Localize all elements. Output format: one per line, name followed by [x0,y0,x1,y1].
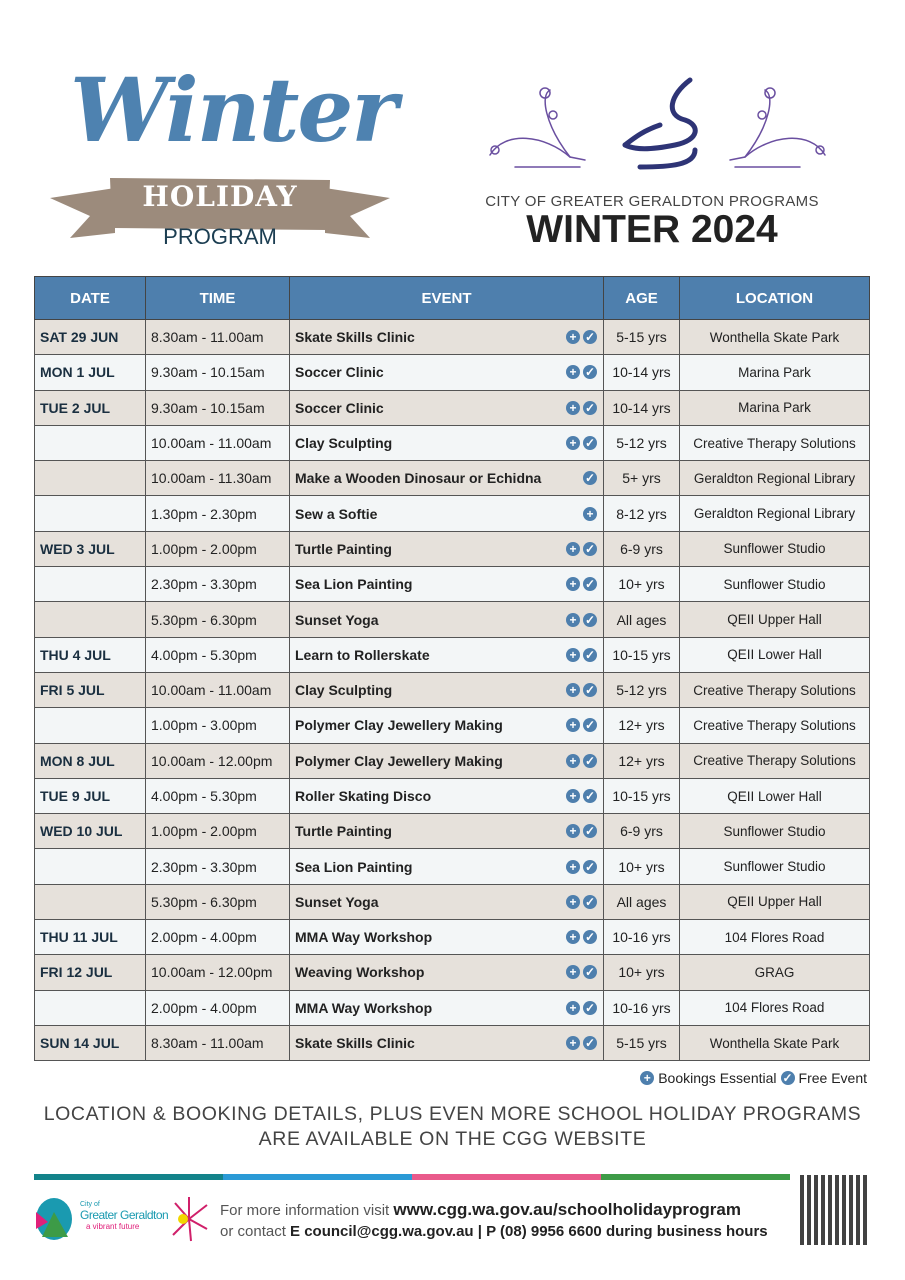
cell-age: 8-12 yrs [604,496,680,531]
col-location: LOCATION [680,277,870,320]
table-header [35,277,870,320]
cell-age: 5-15 yrs [604,320,680,355]
logo-sub: PROGRAM [163,224,277,249]
cell-location: Creative Therapy Solutions [680,708,870,743]
cell-location: Marina Park [680,355,870,390]
cell-event [290,672,604,707]
check-circle-icon: ✓ [584,930,596,945]
cell-location: QEII Upper Hall [680,602,870,637]
cell-date: WED 3 JUL [35,531,146,566]
plus-circle-icon: + [566,754,580,768]
color-bar-green [601,1174,790,1180]
winter-holiday-logo [50,58,396,253]
cell-event [290,920,604,955]
cell-event [290,708,604,743]
contact-details: E council@cgg.wa.gov.au | P (08) 9956 6600 during business hours [290,1223,768,1240]
cell-time: 5.30pm - 6.30pm [146,884,290,919]
cell-time: 4.00pm - 5.30pm [146,637,290,672]
cell-time: 4.00pm - 5.30pm [146,778,290,813]
cell-age: 5-12 yrs [604,672,680,707]
table-row [35,602,870,637]
cell-location: GRAG [680,955,870,990]
event-name: Sunset Yoga [295,611,379,628]
cgg-emblem-icon [34,1197,74,1242]
cell-event [290,1025,604,1060]
logo-banner: HOLIDAY [142,180,298,213]
check-circle-icon: ✓ [584,612,596,627]
table-row [35,955,870,990]
event-name: Soccer Clinic [295,364,384,381]
cell-location: Geraldton Regional Library [680,461,870,496]
note-line1: LOCATION & BOOKING DETAILS, PLUS EVEN MORE SCHOOL HOLIDAY PROGRAMS [43,1103,862,1125]
cell-date [35,708,146,743]
cell-event [290,320,604,355]
cell-location: Creative Therapy Solutions [680,672,870,707]
cell-age: All ages [604,602,680,637]
cell-age: 10-16 yrs [604,920,680,955]
cell-event [290,884,604,919]
cell-location: Wonthella Skate Park [680,1025,870,1060]
plus-circle-icon: + [566,789,580,803]
color-bar-pink [412,1174,601,1180]
cell-location: QEII Lower Hall [680,637,870,672]
plus-circle-icon: + [566,930,580,944]
cell-event [290,390,604,425]
check-circle-icon: ✓ [584,436,596,451]
check-circle-icon: ✓ [584,753,596,768]
table-row [35,672,870,707]
cell-event [290,637,604,672]
cell-time: 10.00am - 12.00pm [146,743,290,778]
cell-event [290,496,604,531]
cell-time: 9.30am - 10.15am [146,355,290,390]
table-row [35,496,870,531]
cell-age: 6-9 yrs [604,814,680,849]
event-name: Make a Wooden Dinosaur or Echidna [295,470,542,487]
event-name: Sunset Yoga [295,893,379,910]
cell-age: 6-9 yrs [604,531,680,566]
table-row [35,708,870,743]
cell-time: 10.00am - 11.00am [146,672,290,707]
cell-age: 5+ yrs [604,461,680,496]
website-link[interactable]: www.cgg.wa.gov.au/schoolholidayprogram [393,1200,741,1219]
cell-location: Marina Park [680,390,870,425]
cell-event [290,814,604,849]
col-time: TIME [146,277,290,320]
cell-time: 8.30am - 11.00am [146,320,290,355]
cell-age: 10-16 yrs [604,990,680,1025]
cell-event [290,461,604,496]
plus-circle-icon: + [566,330,580,344]
cell-time: 2.30pm - 3.30pm [146,849,290,884]
check-circle-icon: ✓ [584,541,596,556]
cell-time: 10.00am - 11.30am [146,461,290,496]
table-row [35,355,870,390]
cell-date: WED 10 JUL [35,814,146,849]
cell-location: Sunflower Studio [680,531,870,566]
event-name: Learn to Rollerskate [295,646,430,663]
cell-location: Sunflower Studio [680,849,870,884]
cell-date: TUE 9 JUL [35,778,146,813]
plus-circle-icon: + [566,965,580,979]
cell-event [290,602,604,637]
cell-event [290,567,604,602]
cell-event [290,778,604,813]
event-name: MMA Way Workshop [295,999,433,1016]
event-name: Soccer Clinic [295,399,384,416]
check-circle-icon: ✓ [584,718,596,733]
cell-location: Creative Therapy Solutions [680,743,870,778]
cell-event [290,743,604,778]
check-circle-icon: ✓ [584,859,596,874]
cell-location: Geraldton Regional Library [680,496,870,531]
cell-date: FRI 5 JUL [35,672,146,707]
contact-prefix: or contact [220,1223,286,1240]
cell-date [35,884,146,919]
cell-date: MON 1 JUL [35,355,146,390]
cell-time: 2.00pm - 4.00pm [146,990,290,1025]
check-circle-icon: ✓ [584,683,596,698]
check-circle-icon: ✓ [584,577,596,592]
cell-age: All ages [604,884,680,919]
event-name: Clay Sculpting [295,682,393,699]
check-circle-icon: ✓ [584,789,596,803]
cell-time: 5.30pm - 6.30pm [146,602,290,637]
check-circle-icon: ✓ [584,471,596,486]
plus-circle-icon: + [566,648,580,662]
plus-circle-icon: + [566,718,580,732]
plus-circle-icon: + [640,1071,654,1085]
event-name: MMA Way Workshop [295,929,433,946]
table-row [35,743,870,778]
events-table [34,276,870,1061]
color-bar-blue [223,1174,412,1180]
cell-time: 1.00pm - 2.00pm [146,814,290,849]
col-age: AGE [604,277,680,320]
cgg-logo [34,1195,214,1245]
info-visit [220,1200,741,1220]
cell-date [35,990,146,1025]
check-circle-icon: ✓ [584,965,596,980]
info-contact [220,1223,768,1240]
check-circle-icon: ✓ [584,894,596,909]
cell-date: THU 11 JUL [35,920,146,955]
logo-small: City of [80,1201,100,1208]
cell-location: 104 Flores Road [680,990,870,1025]
event-name: Polymer Clay Jewellery Making [295,752,503,769]
cell-date: FRI 12 JUL [35,955,146,990]
cell-age: 10+ yrs [604,849,680,884]
table-row [35,425,870,460]
plus-circle-icon: + [566,683,580,697]
event-name: Skate Skills Clinic [295,1035,415,1052]
table-row [35,637,870,672]
event-name: Sew a Softie [295,505,378,522]
check-circle-icon: ✓ [584,647,596,662]
cell-time: 2.30pm - 3.30pm [146,567,290,602]
col-date: DATE [35,277,146,320]
cell-location: Wonthella Skate Park [680,320,870,355]
col-event: EVENT [290,277,604,320]
plus-circle-icon: + [566,1036,580,1050]
logo-name: Greater Geraldton [80,1208,169,1222]
cell-date: TUE 2 JUL [35,390,146,425]
logo-word: Winter [70,58,396,162]
plus-circle-icon: + [566,365,580,379]
cell-date [35,461,146,496]
cell-age: 10-15 yrs [604,637,680,672]
event-name: Skate Skills Clinic [295,329,415,346]
cell-event [290,955,604,990]
cell-age: 12+ yrs [604,708,680,743]
table-row [35,990,870,1025]
cell-age: 10-15 yrs [604,778,680,813]
check-circle-icon: ✓ [584,365,596,380]
cell-age: 10+ yrs [604,955,680,990]
cell-age: 10-14 yrs [604,355,680,390]
table-row [35,390,870,425]
event-name: Clay Sculpting [295,435,393,452]
cell-date: SAT 29 JUN [35,320,146,355]
table-row [35,814,870,849]
cell-time: 2.00pm - 4.00pm [146,920,290,955]
plus-circle-icon: + [566,577,580,591]
check-circle-icon: ✓ [584,400,596,415]
cell-location: Sunflower Studio [680,814,870,849]
cell-time: 1.30pm - 2.30pm [146,496,290,531]
cell-time: 1.00pm - 3.00pm [146,708,290,743]
cell-date: SUN 14 JUL [35,1025,146,1060]
cell-time: 10.00am - 12.00pm [146,955,290,990]
cell-time: 1.00pm - 2.00pm [146,531,290,566]
legend-booking: Bookings Essential [658,1070,777,1086]
cell-time: 9.30am - 10.15am [146,390,290,425]
table-row [35,884,870,919]
table-row [35,567,870,602]
cell-event [290,425,604,460]
event-name: Turtle Painting [295,540,392,557]
cell-event [290,355,604,390]
plus-circle-icon: + [566,401,580,415]
plus-circle-icon: + [583,507,597,521]
flower-icon [169,1195,209,1243]
cell-location: QEII Lower Hall [680,778,870,813]
cell-age: 10+ yrs [604,567,680,602]
cell-event [290,990,604,1025]
cell-event [290,849,604,884]
cell-age: 12+ yrs [604,743,680,778]
cell-time: 8.30am - 11.00am [146,1025,290,1060]
plus-circle-icon: + [566,436,580,450]
visit-prefix: For more information visit [220,1202,390,1219]
plus-circle-icon: + [566,542,580,556]
cell-date: MON 8 JUL [35,743,146,778]
legend [640,1070,867,1086]
cell-date: THU 4 JUL [35,637,146,672]
check-circle-icon: ✓ [782,1071,793,1085]
table-row [35,531,870,566]
event-name: Polymer Clay Jewellery Making [295,717,503,734]
check-circle-icon: ✓ [584,1036,596,1051]
cell-time: 10.00am - 11.00am [146,425,290,460]
note-line2: ARE AVAILABLE ON THE CGG WEBSITE [258,1128,647,1150]
cell-event [290,531,604,566]
cell-age: 10-14 yrs [604,390,680,425]
event-name: Roller Skating Disco [295,788,432,804]
cell-age: 5-12 yrs [604,425,680,460]
cell-date [35,602,146,637]
cell-date [35,567,146,602]
wind-ornament-icon [485,75,830,170]
cell-date [35,425,146,460]
qr-code [800,1175,870,1245]
table-row [35,461,870,496]
check-circle-icon: ✓ [584,1000,596,1015]
color-bar-teal [34,1174,223,1180]
table-row [35,1025,870,1060]
legend-free: Free Event [798,1070,867,1086]
subtitle: CITY OF GREATER GERALDTON PROGRAMS [485,193,819,210]
plus-circle-icon: + [566,860,580,874]
table-row [35,920,870,955]
plus-circle-icon: + [566,895,580,909]
cell-location: 104 Flores Road [680,920,870,955]
cell-date [35,849,146,884]
event-name: Weaving Workshop [295,964,425,981]
cell-location: Creative Therapy Solutions [680,425,870,460]
cell-location: QEII Upper Hall [680,884,870,919]
table-row [35,320,870,355]
event-name: Turtle Painting [295,823,392,840]
check-circle-icon: ✓ [584,330,596,345]
event-name: Sea Lion Painting [295,858,413,875]
event-name: Sea Lion Painting [295,576,413,593]
check-circle-icon: ✓ [584,824,596,839]
table-row [35,849,870,884]
page-title: WINTER 2024 [526,208,778,251]
plus-circle-icon: + [566,613,580,627]
plus-circle-icon: + [566,824,580,838]
table-row [35,778,870,813]
cell-age: 5-15 yrs [604,1025,680,1060]
plus-circle-icon: + [566,1001,580,1015]
cell-location: Sunflower Studio [680,567,870,602]
cell-date [35,496,146,531]
logo-tag: a vibrant future [86,1222,140,1231]
